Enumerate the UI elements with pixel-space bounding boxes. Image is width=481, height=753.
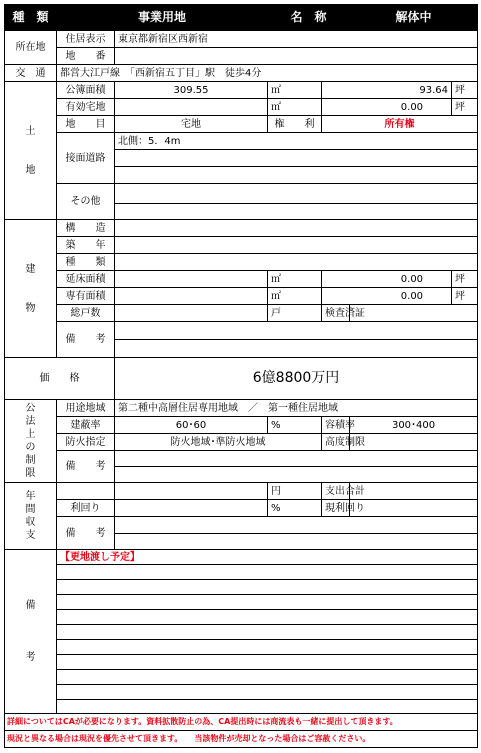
zoning-label: 用途地域 <box>57 400 115 417</box>
land-category-label: 地 目 <box>57 116 115 133</box>
official-area-tsubo: 93.64 <box>322 82 452 99</box>
yield-unit: % <box>268 500 322 517</box>
exclusive-area-label: 専有面積 <box>57 288 115 305</box>
exclusive-area-unit: ㎡ <box>268 288 322 305</box>
price-value: 6億8800万円 <box>115 358 478 400</box>
remarks-first-line: 【更地渡し予定】 <box>57 550 478 565</box>
fire-zone-label: 防火指定 <box>57 434 115 451</box>
land-other-label: その他 <box>57 184 115 220</box>
building-remarks-label: 備 考 <box>57 322 115 358</box>
exclusive-area-tsubo: 0.00 <box>322 288 452 305</box>
location-label: 所在地 <box>5 31 57 65</box>
tsubo-unit: 坪 <box>452 82 478 99</box>
floor-area-label: 延床面積 <box>57 271 115 288</box>
lot-value <box>115 48 478 65</box>
floor-tsubo-unit: 坪 <box>452 271 478 288</box>
coverage-label: 建蔽率 <box>57 417 115 434</box>
official-area-value: 309.55 <box>115 82 268 99</box>
effective-tsubo-unit: 坪 <box>452 99 478 116</box>
income-yen-unit: 円 <box>268 483 322 500</box>
footer-note-2: 現況と異なる場合は現況を優先させて頂きます。 当該物件が売却となった場合はご容赦ください。 <box>5 731 478 748</box>
total-units-unit: 戸 <box>268 305 322 322</box>
built-year-label: 築 年 <box>57 237 115 254</box>
regulation-label: 公 法 上 の 制 限 <box>5 400 57 483</box>
remarks-label: 備 考 <box>5 550 57 714</box>
income-remarks-label: 備 考 <box>57 517 115 550</box>
address-value: 東京都新宿区西新宿 <box>115 31 478 48</box>
current-yield-label: 現利回り <box>322 500 350 517</box>
price-label: 価 格 <box>5 358 115 400</box>
address-label: 住居表示 <box>57 31 115 48</box>
effective-land-unit: ㎡ <box>268 99 322 116</box>
property-sheet <box>4 4 477 748</box>
header-row <box>5 5 478 31</box>
fire-zone-value: 防火地域･準防火地域 <box>115 434 322 451</box>
floor-area-tsubo: 0.00 <box>322 271 452 288</box>
effective-land-tsubo: 0.00 <box>322 99 452 116</box>
far-label: 容積率 <box>322 417 350 434</box>
effective-land-label: 有効宅地 <box>57 99 115 116</box>
road-value: 北側：5．4m <box>115 133 478 150</box>
right-label: 権 利 <box>268 116 322 133</box>
type-label: 種 類 <box>5 5 57 31</box>
total-units-label: 総戸数 <box>57 305 115 322</box>
land-category-value: 宅地 <box>115 116 268 133</box>
height-limit-label: 高度制限 <box>322 434 350 451</box>
land-label: 土 地 <box>5 82 57 220</box>
inspection-label: 検査済証 <box>322 305 350 322</box>
transport-label: 交 通 <box>5 65 57 82</box>
exclusive-tsubo-unit: 坪 <box>452 288 478 305</box>
right-value: 所有権 <box>322 116 478 133</box>
structure-label: 構 造 <box>57 220 115 237</box>
floor-area-unit: ㎡ <box>268 271 322 288</box>
footer-note-1: 詳細についてはCAが必要になります。資料拡散防止の為、CA提出時には商流表も一緒に提出して頂きます。 <box>5 714 478 731</box>
regulation-remarks-label: 備 考 <box>57 451 115 483</box>
transport-value: 都営大江戸線 「西新宿五丁目」駅 徒歩4分 <box>57 65 478 82</box>
type-value: 事業用地 <box>57 5 268 31</box>
building-label: 建 物 <box>5 220 57 358</box>
name-label: 名 称 <box>268 5 350 31</box>
zoning-value: 第二種中高層住居専用地域 ／ 第一種住居地域 <box>115 400 478 417</box>
coverage-unit: % <box>268 417 322 434</box>
official-area-unit: ㎡ <box>268 82 322 99</box>
road-label: 接面道路 <box>57 133 115 184</box>
official-area-label: 公簿面積 <box>57 82 115 99</box>
lot-label: 地 番 <box>57 48 115 65</box>
expense-total-label: 支出合計 <box>322 483 350 500</box>
coverage-value: 60･60 <box>115 417 268 434</box>
income-label: 年 間 収 支 <box>5 483 57 550</box>
building-kind-label: 種 類 <box>57 254 115 271</box>
yield-label: 利回り <box>57 500 115 517</box>
far-value: 300･400 <box>350 417 478 434</box>
name-value: 解体中 <box>350 5 478 31</box>
property-table <box>4 4 478 748</box>
